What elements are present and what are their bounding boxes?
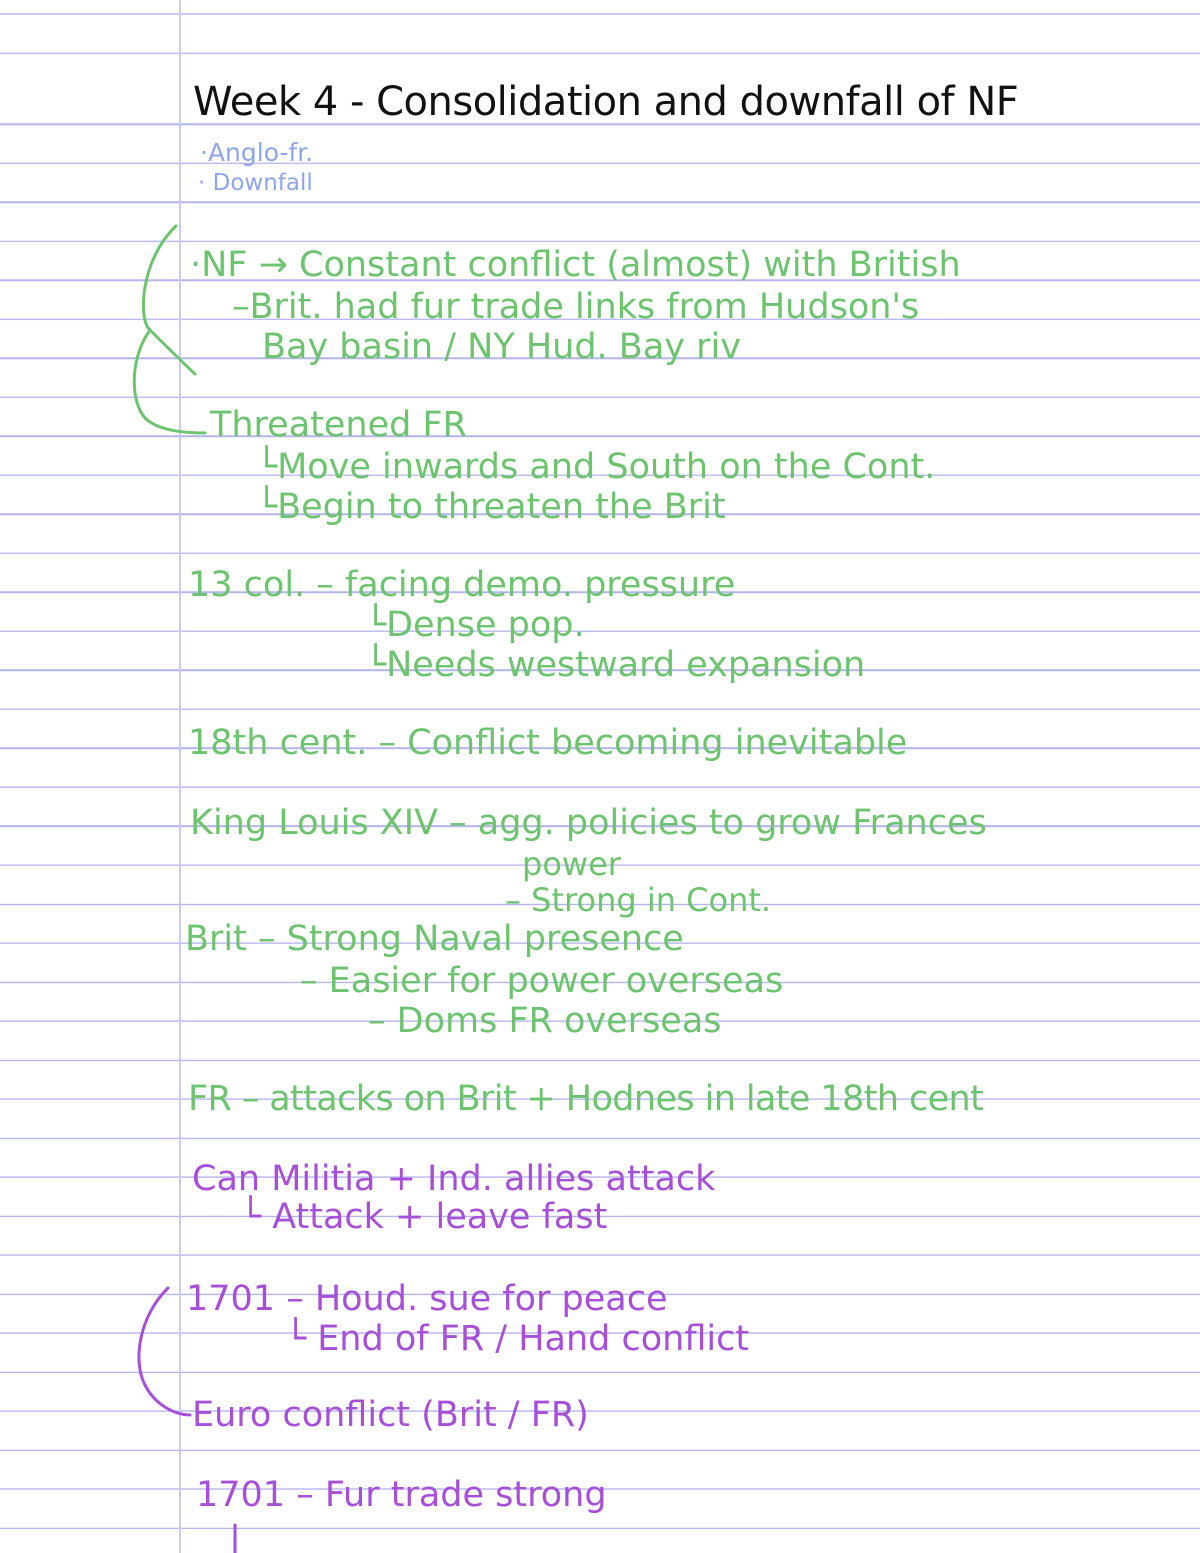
note-line-brit-fur-trade: –Brit. had fur trade links from Hudson's	[232, 287, 920, 327]
note-line-fr-attacks: FR – attacks on Brit + Hodnes in late 18th cent	[188, 1079, 984, 1119]
note-line-13-col: 13 col. – facing demo. pressure	[188, 565, 736, 605]
note-line-power: power	[522, 845, 621, 883]
note-line-brit-naval: Brit – Strong Naval presence	[185, 919, 684, 959]
note-line-1701-fur-trade: 1701 – Fur trade strong	[196, 1475, 607, 1515]
note-line-threaten-brit: └Begin to threaten the Brit	[256, 487, 726, 527]
note-line-1701-houd: 1701 – Houd. sue for peace	[186, 1279, 668, 1319]
note-line-move-inwards: └Move inwards and South on the Cont.	[256, 447, 936, 487]
note-line-doms-fr: – Doms FR overseas	[368, 1001, 722, 1041]
note-line-end-of-fr: └ End of FR / Hand conflict	[285, 1319, 750, 1359]
page-title: Week 4 - Consolidation and downfall of NF	[193, 79, 1019, 125]
subtopic-downfall: · Downfall	[198, 170, 313, 196]
note-line-threatened-fr: Threatened FR	[210, 405, 467, 445]
note-line-easier-power: – Easier for power overseas	[300, 961, 784, 1001]
note-line-attack-leave: └ Attack + leave fast	[240, 1197, 608, 1237]
note-line-nf-conflict: ·NF → Constant conflict (almost) with British	[190, 245, 961, 285]
note-line-strong-cont: – Strong in Cont.	[505, 881, 772, 919]
subtopic-anglo-fr: ·Anglo-fr.	[200, 138, 314, 167]
note-line-westward: └Needs westward expansion	[365, 645, 866, 685]
note-line-can-militia: Can Militia + Ind. allies attack	[192, 1159, 716, 1199]
note-line-18th-cent: 18th cent. – Conflict becoming inevitable	[188, 723, 908, 763]
note-line-king-louis: King Louis XIV – agg. policies to grow Frances	[190, 803, 987, 843]
note-line-bay-basin: Bay basin / NY Hud. Bay riv	[262, 327, 741, 367]
note-line-dense-pop: └Dense pop.	[365, 605, 585, 645]
note-line-euro-conflict: Euro conflict (Brit / FR)	[192, 1395, 589, 1435]
